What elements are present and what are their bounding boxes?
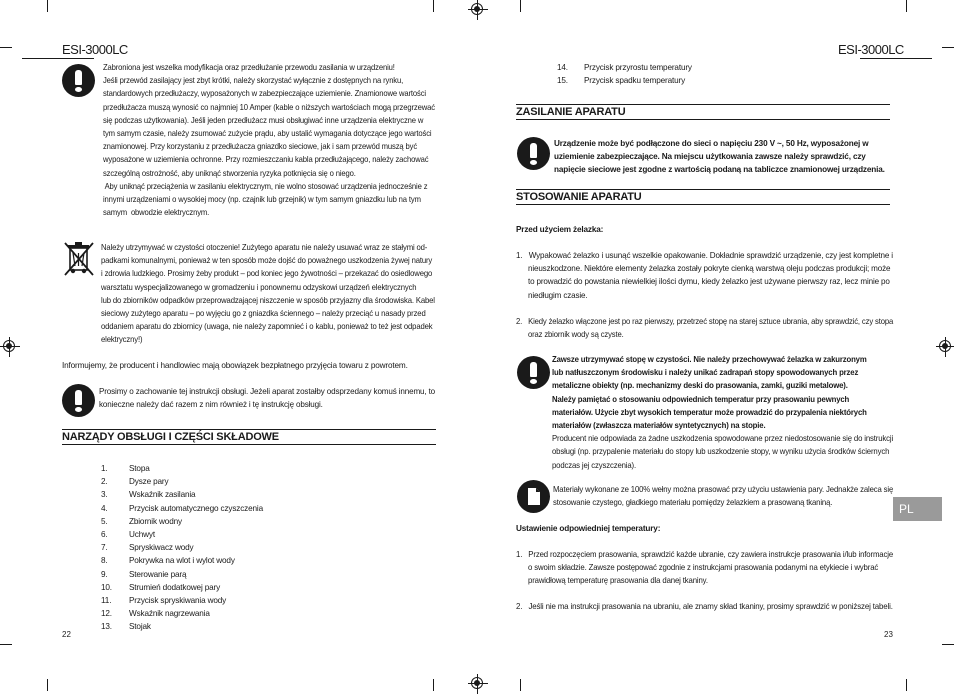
item-label: Wskaźnik zasilania: [129, 490, 196, 500]
power-heading: ZASILANIE APARATU: [516, 106, 626, 118]
step-1: [516, 249, 898, 302]
crop-mark: [906, 0, 907, 12]
crop-mark: [942, 47, 954, 48]
item-label: Zbiornik wodny: [129, 516, 182, 526]
text-line: 2. Kiedy żelazko włączone jest po raz pierwszy, przetrzeć stopę na starej sztuce ubrania, aby sprawdzić, czy stopa: [516, 317, 894, 326]
text-line: materiałów. Użycie zbyt wysokich temperatur może prowadzić do przypalenia niektórych: [552, 407, 867, 417]
item-label: Przycisk spryskiwania wody: [129, 596, 227, 606]
registration-mark-icon: [3, 340, 15, 352]
list-item: [101, 528, 263, 541]
crop-mark: [520, 0, 521, 12]
list-item: [101, 462, 263, 475]
use-heading: STOSOWANIE APARATU: [516, 191, 642, 203]
list-item: [101, 541, 263, 554]
take-back-info: Informujemy, że producent i handlowiec mają obowiązek bezpłatnego przyjęcia towaru z powrotem.: [62, 361, 408, 370]
heading-rule: [516, 204, 890, 205]
text-line: to prowadzić do powstania niewielkiej ilości dymu, kiedy żelazko jest używane pierwszy raz, lecz minie po: [528, 277, 890, 287]
item-label: Sterowanie parą: [129, 569, 187, 579]
item-number: 12.: [101, 609, 112, 619]
list-item: [101, 620, 263, 633]
warning-extension-cord: [103, 61, 458, 219]
list-item: [101, 568, 263, 581]
power-warning: [554, 137, 885, 177]
item-number: 4.: [101, 503, 108, 513]
text-line: wyposażone w uziemienia ochronne. Przy rozmieszczaniu kabla przedłużającego, należy zachować: [103, 155, 429, 165]
item-label: Pokrywka na wlot i wylot wody: [129, 556, 235, 566]
text-line: szczególną ostrożność, aby uniknąć stworzenia ryzyka potknięcia się o niego.: [103, 168, 356, 178]
warning-icon: [517, 137, 550, 170]
text-line: się podczas użytkowania). Jeśli jeden przedłużacz musi obsługiwać inne urządzenia elektryczne w: [103, 115, 424, 125]
model-header: ESI-3000LC: [838, 42, 904, 57]
soleplate-warning: [552, 353, 912, 472]
text-line: innymi urządzeniami o wysokiej mocy (np. czajnik lub grzejnik) w tym samym gniazdku lub na tym: [103, 195, 421, 205]
text-line: niedługim czasie.: [528, 290, 588, 300]
text-line: Producent nie odpowiada za żadne uszkodzenia spowodowane przez niedostosowanie się do instrukcji: [552, 434, 894, 444]
item-number: 15.: [557, 76, 568, 86]
list-item: [101, 515, 263, 528]
text-line: padkami komunalnymi, ponieważ w ten sposób może dojść do poważnego uszkodzenia żywej natury: [101, 256, 433, 266]
warning-icon: [517, 356, 550, 389]
text-line: materiałów (zwłaszcza materiałów syntetycznych) na stopie.: [552, 421, 766, 431]
list-item: [101, 554, 263, 567]
text-line: Należy utrzymywać w czystości otoczenie! Zużytego aparatu nie należy usuwać wraz ze stałymi od-: [101, 243, 428, 252]
item-number: 1.: [101, 464, 108, 473]
item-number: 6.: [101, 530, 108, 540]
heading-rule: [516, 189, 890, 190]
text-line: tym samym czasie, należy zsumować zużycie prądu, aby ustalić wymagania dotyczące jego wartości: [103, 129, 432, 139]
text-line: Należy pamiętać o stosowaniu odpowiednich temperatur przy prasowaniu pewnych: [552, 394, 850, 404]
header-rule: [22, 58, 94, 59]
item-number: 2.: [101, 477, 108, 487]
registration-mark-icon: [939, 340, 951, 352]
language-tab: PL: [893, 497, 942, 521]
weee-bin-icon: [62, 240, 96, 278]
temp-heading: Ustawienie odpowiedniej temperatury:: [516, 524, 661, 533]
item-number: 5.: [101, 516, 108, 526]
text-line: obsługi (np. przypalenie materiału do stopy lub uszkodzenie stopy, w wyniku użycia środków ściernych: [552, 447, 890, 457]
text-line: lub do zbiorników odpadków przeprowadzającej niszczenie w sposób przyjazny dla środowiska. Kabel: [101, 295, 435, 305]
list-item: [101, 607, 263, 620]
registration-mark-icon: [471, 3, 483, 15]
text-line: oraz zbiornik wody są czyste.: [528, 330, 624, 340]
item-number: 8.: [101, 556, 108, 566]
list-item: [101, 502, 263, 515]
model-header: ESI-3000LC: [62, 42, 128, 57]
parts-list-continued: [557, 61, 692, 87]
text-line: uziemienie zabezpieczające. Na miejscu użytkowania zawsze należy sprawdzić, czy: [554, 152, 866, 162]
item-label: Strumień dodatkowej pary: [129, 582, 221, 592]
item-number: 3.: [101, 490, 108, 500]
list-item: [101, 488, 263, 501]
item-label: Stojak: [129, 622, 151, 632]
item-number: 13.: [101, 622, 112, 632]
recycling-notice: [101, 241, 456, 347]
list-item: [101, 594, 263, 607]
parts-heading: NARZĄDY OBSŁUGI I CZĘŚCI SKŁADOWE: [62, 431, 279, 443]
crop-mark: [520, 679, 521, 691]
heading-rule: [62, 444, 436, 445]
text-line: Materiały wykonane ze 100% wełny można prasować przy użyciu ustawienia pary. Jednakże zaleca się: [553, 485, 894, 494]
text-line: elektryczny!): [101, 335, 143, 345]
header-rule: [860, 58, 932, 59]
text-line: znamionowej. Przy korzystaniu z przedłużacza gniazdko sieciowe, jak i sam przewód muszą być: [103, 142, 418, 152]
text-line: konieczne należy dać razem z nim również i tę instrukcję obsługi.: [99, 400, 323, 410]
text-line: Urządzenie może być podłączone do sieci o napięciu 230 V ~, 50 Hz, wyposażonej w: [554, 139, 869, 148]
item-label: Stopa: [129, 464, 150, 473]
heading-rule: [516, 119, 890, 120]
page-number: 22: [62, 630, 71, 639]
note-icon: [517, 480, 550, 513]
text-line: oddaniem aparatu do zbiornicy (uwaga, nie należy zapomnieć i o kablu, ponieważ to też jest odpadek: [101, 322, 433, 332]
before-use-heading: Przed użyciem żelazka:: [516, 225, 604, 234]
text-line: Zabroniona jest wszelka modyfikacja oraz przedłużanie przewodu zasilania w urządzeniu!: [103, 63, 395, 72]
temp-step-1: [516, 548, 912, 588]
list-item: [557, 61, 692, 74]
heading-rule: [516, 104, 890, 105]
text-line: przedłużacza muszą wynosić co najmniej 10 Amper (kable o niższych wartościach mogą przegrzewać: [103, 102, 435, 112]
text-line: Jeśli przewód zasilający jest zbyt krótki, należy skorzystać wyłącznie z dostępnych na rynku,: [103, 76, 404, 86]
page-number: 23: [884, 630, 893, 639]
text-line: samym obwodzie elektrycznym.: [103, 208, 210, 218]
item-label: Spryskiwacz wody: [129, 543, 194, 553]
step-2: [516, 315, 918, 341]
text-line: lub natłuszczonym środowisku i należy unikać zadrapań stopy spowodowanych przez: [552, 368, 859, 378]
item-number: 11.: [101, 596, 112, 606]
text-line: warsztatu wyspecjalizowanego w gromadzeniu i ponownemu odzyskowi urządzeń elektrycznych: [101, 282, 417, 292]
text-line: i zdrowia ludzkiego. Prosimy żeby produkt – pod koniec jego żywotności – przekazać do osiedlowego: [101, 269, 433, 279]
warning-icon: [62, 384, 95, 417]
item-number: 7.: [101, 543, 108, 553]
crop-mark: [433, 0, 434, 12]
heading-rule: [62, 429, 436, 430]
keep-manual-notice: [99, 385, 439, 411]
item-number: 14.: [557, 63, 568, 72]
text-line: Prosimy o zachowanie tej instrukcji obsługi. Jeżeli aparat zostałby odsprzedany komuś innemu, to: [99, 387, 436, 396]
text-line: standardowych przedłużaczy, wyposażonych w zabezpieczające uziemienie. Znamionowe wartości: [103, 89, 426, 99]
list-item: [557, 74, 692, 87]
temp-step-2: 2. Jeśli nie ma instrukcji prasowania na ubraniu, ale znamy skład tkaniny, prosimy sprawdzić w poniższej tabeli.: [516, 602, 893, 611]
crop-mark: [942, 644, 954, 645]
text-line: Aby uniknąć przeciążenia w zasilaniu elektrycznym, nie wolno stosować urządzenia jednocześnie z: [103, 181, 428, 191]
parts-list: [101, 462, 263, 634]
text-line: napięcie sieciowe jest zgodne z wartością podaną na tabliczce znamionowej urządzenia.: [554, 165, 885, 175]
warning-icon: [62, 64, 95, 97]
text-line: podczas jej czyszczenia).: [552, 460, 637, 470]
crop-mark: [0, 47, 12, 48]
crop-mark: [433, 679, 434, 691]
item-number: 10.: [101, 582, 112, 592]
text-line: metaliczne obiekty (np. mechanizmy deski do prasowania, zamki, guziki metalowe).: [552, 381, 848, 391]
item-label: Uchwyt: [129, 530, 155, 540]
wool-note: [553, 483, 913, 509]
crop-mark: [47, 679, 48, 691]
item-label: Przycisk spadku temperatury: [584, 76, 686, 86]
list-item: [101, 475, 263, 488]
item-label: Przycisk przyrostu temperatury: [584, 63, 692, 72]
crop-mark: [0, 644, 12, 645]
item-label: Przycisk automatycznego czyszczenia: [129, 503, 263, 513]
text-line: stosowanie czystego, gładkiego materiału pomiędzy żelazkiem a prasowaną tkaniną.: [553, 498, 833, 508]
text-line: o swoim składzie. Zawsze postępować zgodnie z instrukcjami prasowania podanymi na etykiecie i wybrać: [528, 563, 879, 573]
item-number: 9.: [101, 569, 108, 579]
registration-mark-icon: [471, 677, 483, 689]
text-line: 1. Przed rozpoczęciem prasowania, sprawdzić każde ubranie, czy zawiera instrukcje prasowania i/lub informacje: [516, 550, 894, 559]
text-line: prawidłową temperaturę prasowania dla danej tkaniny.: [528, 576, 708, 586]
item-label: Dysze pary: [129, 477, 169, 487]
list-item: [101, 581, 263, 594]
text-line: sieciowy zużytego aparatu – po wyjęciu go z gniazdka ściennego – należy przeciąć u nasady przed: [101, 309, 426, 319]
text-line: nieuszkodzone. Niektóre elementy żelazka zostały pokryte cienką warstwą oleju podczas produkcji; może: [528, 264, 891, 274]
crop-mark: [47, 0, 48, 12]
crop-mark: [906, 679, 907, 691]
item-label: Wskaźnik nagrzewania: [129, 609, 210, 619]
text-line: Zawsze utrzymywać stopę w czystości. Nie należy przechowywać żelazka w zakurzonym: [552, 355, 867, 364]
text-line: 1. Wypakować żelazko i usunąć wszelkie opakowanie. Dokładnie sprawdzić urządzenie, czy jest kompletne i: [516, 251, 893, 260]
